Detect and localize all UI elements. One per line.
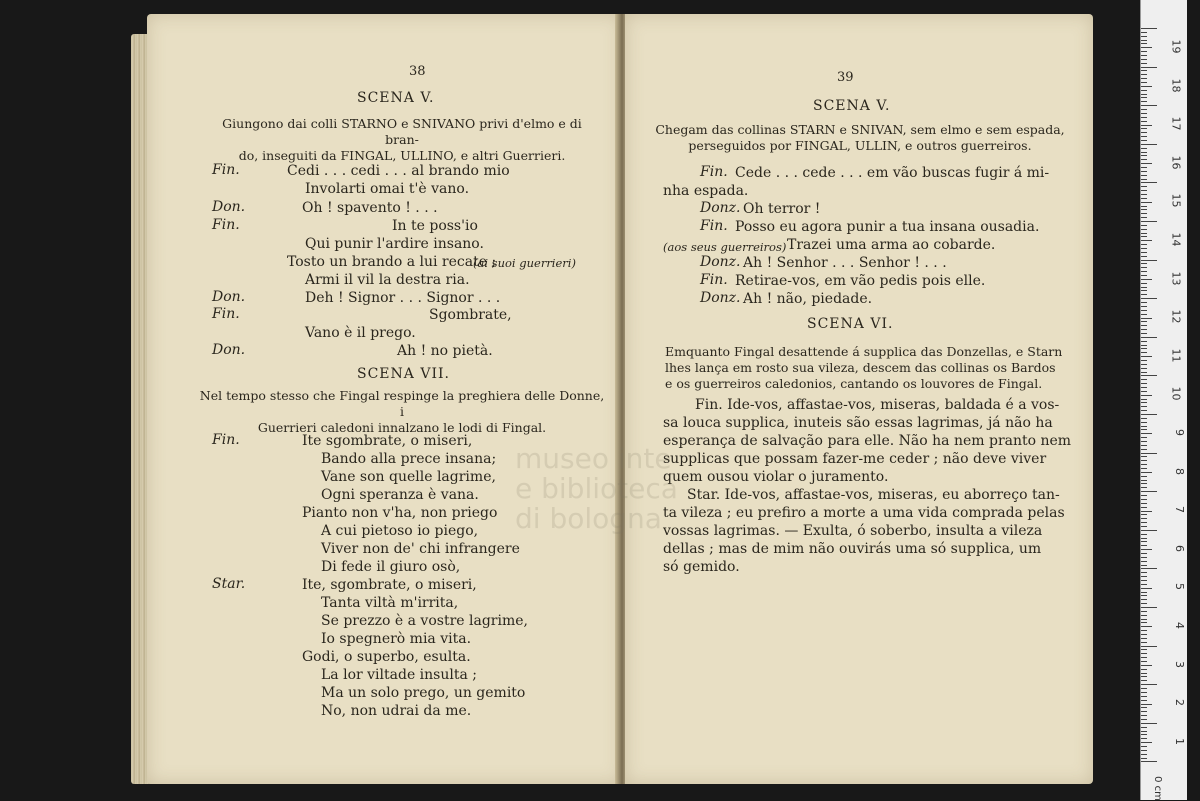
ruler-tick bbox=[1141, 163, 1152, 164]
ruler-tick bbox=[1141, 445, 1147, 446]
ruler-tick bbox=[1141, 530, 1157, 531]
ruler-tick bbox=[1141, 383, 1147, 384]
ruler-tick bbox=[1141, 557, 1147, 558]
right-page-number: 39 bbox=[837, 70, 854, 85]
ruler-tick bbox=[1141, 680, 1147, 681]
ruler-tick bbox=[1141, 622, 1147, 623]
ruler-tick bbox=[1141, 368, 1147, 369]
ruler-tick bbox=[1141, 754, 1147, 755]
speaker: Fin. bbox=[212, 306, 240, 322]
ruler-tick bbox=[1141, 758, 1147, 759]
ruler-tick bbox=[1141, 711, 1147, 712]
verse-line: Io spegnerò mia vita. bbox=[321, 631, 472, 647]
ruler-number: 13 bbox=[1169, 271, 1183, 286]
stage-line: Guerrieri caledoni innalzano le lodi di Fingal. bbox=[257, 420, 547, 435]
ruler-tick bbox=[1141, 507, 1147, 508]
ruler-tick bbox=[1141, 321, 1147, 322]
ruler-tick bbox=[1141, 673, 1147, 674]
ruler-tick bbox=[1141, 252, 1147, 253]
ruler-tick bbox=[1141, 345, 1147, 346]
ruler-tick bbox=[1141, 696, 1147, 697]
verse-line: In te poss'io bbox=[392, 218, 478, 234]
verse-line: Ite, sgombrate, o miseri, bbox=[302, 577, 477, 593]
left-scene7-direction bbox=[197, 388, 607, 436]
ruler-tick bbox=[1141, 140, 1147, 141]
ruler-tick bbox=[1141, 433, 1152, 434]
ruler-tick bbox=[1141, 310, 1147, 311]
ruler-tick bbox=[1141, 113, 1147, 114]
ruler-tick bbox=[1141, 422, 1147, 423]
speaker: Don. bbox=[212, 289, 246, 305]
ruler-tick bbox=[1141, 202, 1152, 203]
ruler-tick bbox=[1141, 121, 1147, 122]
verse-line: A cui pietoso io piego, bbox=[321, 523, 479, 539]
ruler-tick bbox=[1141, 464, 1147, 465]
ruler-tick bbox=[1141, 395, 1152, 396]
ruler-tick bbox=[1141, 125, 1152, 126]
ruler-tick bbox=[1141, 456, 1147, 457]
speaker: Don. bbox=[212, 342, 246, 358]
ruler-tick bbox=[1141, 236, 1147, 237]
ruler-tick bbox=[1141, 82, 1147, 83]
ruler-tick bbox=[1141, 746, 1147, 747]
ruler-tick bbox=[1141, 263, 1147, 264]
ruler-tick bbox=[1141, 653, 1147, 654]
ruler-tick bbox=[1141, 40, 1147, 41]
ruler-tick bbox=[1141, 499, 1147, 500]
ruler-tick bbox=[1141, 63, 1147, 64]
ruler-tick bbox=[1141, 742, 1152, 743]
ruler-tick bbox=[1141, 669, 1147, 670]
ruler-tick bbox=[1141, 495, 1147, 496]
right-scene-title: SCENA V. bbox=[813, 98, 891, 114]
speaker: Fin. bbox=[700, 218, 728, 234]
prose-line: Posso eu agora punir a tua insana ousadia. bbox=[735, 219, 1040, 235]
ruler-tick bbox=[1141, 290, 1147, 291]
prose-line: Retirae-vos, em vão pedis pois elle. bbox=[735, 273, 986, 289]
ruler-tick bbox=[1141, 684, 1157, 685]
ruler-tick bbox=[1141, 661, 1147, 662]
ruler-tick bbox=[1141, 487, 1147, 488]
ruler-tick bbox=[1141, 364, 1147, 365]
ruler-tick bbox=[1141, 379, 1147, 380]
prose-line: Star. Ide-vos, affastae-vos, miseras, eu aborreço tan- bbox=[687, 487, 1060, 503]
prose-line: só gemido. bbox=[663, 559, 740, 575]
ruler-tick bbox=[1141, 206, 1147, 207]
ruler-tick bbox=[1141, 588, 1152, 589]
ruler-tick bbox=[1141, 55, 1147, 56]
ruler-tick bbox=[1141, 148, 1147, 149]
open-book bbox=[125, 14, 1095, 784]
ruler-tick bbox=[1141, 491, 1157, 492]
ruler-tick bbox=[1141, 410, 1147, 411]
ruler-tick bbox=[1141, 314, 1147, 315]
ruler-tick bbox=[1141, 692, 1147, 693]
ruler-tick bbox=[1141, 32, 1147, 33]
ruler-tick bbox=[1141, 213, 1147, 214]
verse-line: Tosto un brando a lui recate ; bbox=[287, 254, 497, 270]
watermark-line: museo inte bbox=[515, 442, 672, 475]
ruler-tick bbox=[1141, 607, 1157, 608]
ruler-tick bbox=[1141, 337, 1157, 338]
ruler-tick bbox=[1141, 700, 1147, 701]
ruler-tick bbox=[1141, 603, 1147, 604]
stage-note: (ai suoi guerrieri) bbox=[473, 256, 576, 270]
ruler-tick bbox=[1141, 441, 1147, 442]
left-page bbox=[147, 14, 622, 784]
stage-line: perseguidos por FINGAL, ULLIN, e outros guerreiros. bbox=[688, 138, 1032, 153]
ruler-tick bbox=[1141, 638, 1147, 639]
ruler-number: 18 bbox=[1169, 78, 1183, 93]
verse-line: Bando alla prece insana; bbox=[321, 451, 497, 467]
verse-line: La lor viltade insulta ; bbox=[321, 667, 477, 683]
ruler-tick bbox=[1141, 426, 1147, 427]
ruler-number: 6 bbox=[1173, 544, 1186, 552]
ruler-tick bbox=[1141, 256, 1147, 257]
ruler-tick bbox=[1141, 271, 1147, 272]
ruler-tick bbox=[1141, 731, 1147, 732]
ruler-tick bbox=[1141, 329, 1147, 330]
ruler-number: 10 bbox=[1169, 386, 1183, 401]
verse-line: Godi, o superbo, esulta. bbox=[302, 649, 471, 665]
verse-line: Se prezzo è a vostre lagrime, bbox=[321, 613, 528, 629]
ruler-tick bbox=[1141, 541, 1147, 542]
ruler-tick bbox=[1141, 240, 1152, 241]
ruler-tick bbox=[1141, 437, 1147, 438]
prose-line: supplicas que possam fazer-me ceder ; não deve viver bbox=[663, 451, 1047, 467]
ruler-tick bbox=[1141, 472, 1152, 473]
ruler-tick bbox=[1141, 468, 1147, 469]
ruler-tick bbox=[1141, 229, 1147, 230]
ruler-tick bbox=[1141, 360, 1147, 361]
ruler-tick bbox=[1141, 476, 1147, 477]
stage-note: (aos seus guerreiros) bbox=[663, 240, 787, 254]
ruler-tick bbox=[1141, 352, 1147, 353]
ruler-tick bbox=[1141, 217, 1147, 218]
ruler-tick bbox=[1141, 549, 1152, 550]
ruler-tick bbox=[1141, 105, 1157, 106]
ruler-tick bbox=[1141, 155, 1147, 156]
ruler-tick bbox=[1141, 514, 1147, 515]
right-page bbox=[625, 14, 1093, 784]
ruler-tick bbox=[1141, 248, 1147, 249]
speaker: Donz. bbox=[700, 290, 741, 306]
ruler-tick bbox=[1141, 387, 1147, 388]
measurement-ruler bbox=[1140, 0, 1187, 800]
ruler-number: 11 bbox=[1169, 348, 1183, 363]
ruler-tick bbox=[1141, 595, 1147, 596]
prose-line: Fin. Ide-vos, affastae-vos, miseras, baldada é a vos- bbox=[695, 397, 1060, 413]
ruler-unit-label: 0 cm bbox=[1151, 776, 1163, 801]
ruler-tick bbox=[1141, 298, 1157, 299]
ruler-tick bbox=[1141, 406, 1147, 407]
ruler-number: 16 bbox=[1169, 155, 1183, 170]
ruler-tick bbox=[1141, 74, 1147, 75]
ruler-tick bbox=[1141, 144, 1157, 145]
left-stage-direction bbox=[207, 116, 597, 164]
ruler-tick bbox=[1141, 59, 1147, 60]
ruler-tick bbox=[1141, 94, 1147, 95]
prose-line: Trazei uma arma ao cobarde. bbox=[787, 237, 996, 253]
ruler-tick bbox=[1141, 576, 1147, 577]
ruler-tick bbox=[1141, 375, 1157, 376]
verse-line: Cedi . . . cedi . . . al brando mio bbox=[287, 163, 510, 179]
ruler-tick bbox=[1141, 483, 1147, 484]
right-stage-direction bbox=[655, 122, 1065, 154]
ruler-tick bbox=[1141, 657, 1147, 658]
ruler-tick bbox=[1141, 47, 1152, 48]
ruler-tick bbox=[1141, 348, 1147, 349]
ruler-tick bbox=[1141, 101, 1147, 102]
ruler-tick bbox=[1141, 209, 1147, 210]
ruler-tick bbox=[1141, 152, 1147, 153]
ruler-number: 3 bbox=[1173, 660, 1186, 668]
ruler-tick bbox=[1141, 182, 1157, 183]
speaker: Fin. bbox=[700, 164, 728, 180]
ruler-tick bbox=[1141, 649, 1147, 650]
verse-line: Tanta viltà m'irrita, bbox=[321, 595, 459, 611]
right-scene6-direction bbox=[665, 344, 1065, 392]
ruler-tick bbox=[1141, 279, 1152, 280]
verse-line: Vane son quelle lagrime, bbox=[321, 469, 496, 485]
speaker: Don. bbox=[212, 199, 246, 215]
stage-line: do, inseguiti da FINGAL, ULLINO, e altri Guerrieri. bbox=[238, 148, 566, 163]
ruler-tick bbox=[1141, 715, 1147, 716]
watermark-line: e biblioteca bbox=[515, 472, 678, 505]
ruler-tick bbox=[1141, 70, 1147, 71]
prose-line: quem ousou violar o juramento. bbox=[663, 469, 889, 485]
ruler-tick bbox=[1141, 592, 1147, 593]
ruler-number: 17 bbox=[1169, 116, 1183, 131]
speaker: Fin. bbox=[700, 272, 728, 288]
ruler-number: 8 bbox=[1173, 467, 1186, 475]
ruler-tick bbox=[1141, 51, 1147, 52]
ruler-tick bbox=[1141, 186, 1147, 187]
ruler-tick bbox=[1141, 399, 1147, 400]
verse-line: Ite sgombrate, o miseri, bbox=[302, 433, 473, 449]
watermark-line: di bologna bbox=[515, 502, 662, 535]
ruler-tick bbox=[1141, 565, 1147, 566]
ruler-tick bbox=[1141, 727, 1147, 728]
ruler-tick bbox=[1141, 734, 1147, 735]
ruler-tick bbox=[1141, 738, 1147, 739]
stage-line: Nel tempo stesso che Fingal respinge la preghiera delle Donne, i bbox=[199, 388, 605, 419]
ruler-tick bbox=[1141, 719, 1147, 720]
ruler-tick bbox=[1141, 78, 1147, 79]
ruler-tick bbox=[1141, 356, 1152, 357]
ruler-tick bbox=[1141, 171, 1147, 172]
ruler-tick bbox=[1141, 522, 1147, 523]
ruler-tick bbox=[1141, 545, 1147, 546]
ruler-tick bbox=[1141, 294, 1147, 295]
ruler-number: 1 bbox=[1173, 737, 1186, 745]
speaker: Fin. bbox=[212, 217, 240, 233]
speaker: Star. bbox=[212, 576, 246, 592]
ruler-tick bbox=[1141, 90, 1147, 91]
ruler-tick bbox=[1141, 599, 1147, 600]
ruler-tick bbox=[1141, 418, 1147, 419]
ruler-tick bbox=[1141, 283, 1147, 284]
prose-line: nha espada. bbox=[663, 183, 749, 199]
ruler-tick bbox=[1141, 109, 1147, 110]
ruler-tick bbox=[1141, 449, 1147, 450]
ruler-tick bbox=[1141, 275, 1147, 276]
prose-line: Ah ! não, piedade. bbox=[743, 291, 873, 307]
left-page-number: 38 bbox=[409, 64, 426, 79]
speaker: Fin. bbox=[212, 162, 240, 178]
ruler-number: 2 bbox=[1173, 699, 1186, 707]
ruler-tick bbox=[1141, 646, 1157, 647]
speaker: Donz. bbox=[700, 254, 741, 270]
verse-line: Sgombrate, bbox=[429, 307, 512, 323]
ruler-tick bbox=[1141, 302, 1147, 303]
stage-line: e os guerreiros caledonios, cantando os louvores de Fingal. bbox=[665, 376, 1043, 391]
ruler-tick bbox=[1141, 538, 1147, 539]
verse-line: Pianto non v'ha, non priego bbox=[302, 505, 498, 521]
verse-line: Armi il vil la destra ria. bbox=[305, 272, 470, 288]
verse-line: Ogni speranza è vana. bbox=[321, 487, 479, 503]
left-scene-title: SCENA V. bbox=[357, 90, 435, 106]
prose-line: Ah ! Senhor . . . Senhor ! . . . bbox=[743, 255, 947, 271]
ruler-number: 12 bbox=[1169, 309, 1183, 324]
ruler-tick bbox=[1141, 503, 1147, 504]
ruler-tick bbox=[1141, 723, 1157, 724]
ruler-number: 15 bbox=[1169, 193, 1183, 208]
prose-line: dellas ; mas de mim não ouvirás uma só supplica, um bbox=[663, 541, 1042, 557]
ruler-tick bbox=[1141, 391, 1147, 392]
ruler-number: 7 bbox=[1173, 506, 1186, 514]
ruler-tick bbox=[1141, 97, 1147, 98]
ruler-tick bbox=[1141, 518, 1147, 519]
ruler-tick bbox=[1141, 534, 1147, 535]
ruler-tick bbox=[1141, 402, 1147, 403]
ruler-tick bbox=[1141, 67, 1157, 68]
ruler-tick bbox=[1141, 568, 1157, 569]
ruler-number: 19 bbox=[1169, 39, 1183, 54]
stage-line: lhes lança em rosto sua vileza, descem das collinas os Bardos bbox=[665, 360, 1056, 375]
verse-line: Oh ! spavento ! . . . bbox=[302, 200, 438, 216]
ruler-tick bbox=[1141, 511, 1152, 512]
verse-line: Vano è il prego. bbox=[305, 325, 416, 341]
ruler-number: 4 bbox=[1173, 622, 1186, 629]
ruler-tick bbox=[1141, 480, 1147, 481]
ruler-tick bbox=[1141, 132, 1147, 133]
ruler-tick bbox=[1141, 526, 1147, 527]
ruler-tick bbox=[1141, 190, 1147, 191]
ruler-tick bbox=[1141, 341, 1147, 342]
ruler-tick bbox=[1141, 429, 1147, 430]
library-watermark bbox=[515, 444, 678, 534]
prose-line: esperança de salvação para elle. Não ha nem pranto nem bbox=[663, 433, 1072, 449]
prose-line: Oh terror ! bbox=[743, 201, 821, 217]
ruler-tick bbox=[1141, 572, 1147, 573]
ruler-tick bbox=[1141, 136, 1147, 137]
ruler-tick bbox=[1141, 198, 1147, 199]
verse-line: Di fede il giuro osò, bbox=[321, 559, 461, 575]
ruler-tick bbox=[1141, 175, 1147, 176]
stage-line: Chegam das collinas STARN e SNIVAN, sem elmo e sem espada, bbox=[655, 122, 1065, 137]
ruler-tick bbox=[1141, 665, 1152, 666]
ruler-tick bbox=[1141, 561, 1147, 562]
ruler-tick bbox=[1141, 642, 1147, 643]
ruler-tick bbox=[1141, 287, 1147, 288]
ruler-tick bbox=[1141, 28, 1157, 29]
ruler-tick bbox=[1141, 179, 1147, 180]
ruler-tick bbox=[1141, 244, 1147, 245]
ruler-tick bbox=[1141, 267, 1147, 268]
ruler-tick bbox=[1141, 626, 1152, 627]
ruler-tick bbox=[1141, 260, 1157, 261]
ruler-tick bbox=[1141, 619, 1147, 620]
ruler-tick bbox=[1141, 460, 1147, 461]
ruler-tick bbox=[1141, 688, 1147, 689]
ruler-tick bbox=[1141, 580, 1147, 581]
ruler-tick bbox=[1141, 167, 1147, 168]
ruler-tick bbox=[1141, 615, 1147, 616]
right-scene6-title: SCENA VI. bbox=[807, 316, 894, 332]
ruler-tick bbox=[1141, 414, 1157, 415]
left-scene7-title: SCENA VII. bbox=[357, 366, 450, 382]
verse-line: Involarti omai t'è vano. bbox=[305, 181, 470, 197]
ruler-tick bbox=[1141, 225, 1147, 226]
verse-line: No, non udrai da me. bbox=[321, 703, 472, 719]
ruler-tick bbox=[1141, 372, 1147, 373]
ruler-tick bbox=[1141, 221, 1157, 222]
prose-line: Cede . . . cede . . . em vão buscas fugir á mi- bbox=[735, 165, 1050, 181]
ruler-tick bbox=[1141, 553, 1147, 554]
ruler-tick bbox=[1141, 159, 1147, 160]
ruler-number: 14 bbox=[1169, 232, 1183, 247]
speaker: Fin. bbox=[212, 432, 240, 448]
ruler-tick bbox=[1141, 233, 1147, 234]
ruler-tick bbox=[1141, 117, 1147, 118]
ruler-number: 9 bbox=[1173, 429, 1186, 436]
ruler-tick bbox=[1141, 750, 1147, 751]
ruler-tick bbox=[1141, 36, 1147, 37]
ruler-tick bbox=[1141, 634, 1147, 635]
ruler-tick bbox=[1141, 611, 1147, 612]
ruler-tick bbox=[1141, 630, 1147, 631]
verse-line: Deh ! Signor . . . Signor . . . bbox=[305, 290, 501, 306]
stage-line: Emquanto Fingal desattende á supplica das Donzellas, e Starn bbox=[665, 344, 1063, 359]
prose-line: sa louca supplica, inuteis são essas lagrimas, já não ha bbox=[663, 415, 1053, 431]
ruler-tick bbox=[1141, 194, 1147, 195]
verse-line: Ma un solo prego, un gemito bbox=[321, 685, 526, 701]
prose-line: ta vileza ; eu prefiro a morte a uma vida comprada pelas bbox=[663, 505, 1065, 521]
ruler-tick bbox=[1141, 584, 1147, 585]
ruler-tick bbox=[1141, 325, 1147, 326]
ruler-tick bbox=[1141, 333, 1147, 334]
ruler-tick bbox=[1141, 707, 1147, 708]
prose-line: vossas lagrimas. — Exulta, ó soberbo, insulta a vileza bbox=[663, 523, 1043, 539]
ruler-tick bbox=[1141, 676, 1147, 677]
ruler-tick bbox=[1141, 306, 1147, 307]
verse-line: Viver non de' chi infrangere bbox=[321, 541, 520, 557]
speaker: Donz. bbox=[700, 200, 741, 216]
verse-line: Qui punir l'ardire insano. bbox=[305, 236, 484, 252]
stage-line: Giungono dai colli STARNO e SNIVANO privi d'elmo e di bran- bbox=[222, 116, 582, 147]
ruler-tick bbox=[1141, 128, 1147, 129]
ruler-tick bbox=[1141, 43, 1147, 44]
ruler-tick bbox=[1141, 318, 1152, 319]
ruler-tick bbox=[1141, 86, 1152, 87]
ruler-tick bbox=[1141, 761, 1157, 762]
verse-line: Ah ! no pietà. bbox=[397, 343, 493, 359]
ruler-tick bbox=[1141, 453, 1157, 454]
ruler-tick bbox=[1141, 704, 1152, 705]
ruler-number: 5 bbox=[1173, 583, 1186, 591]
